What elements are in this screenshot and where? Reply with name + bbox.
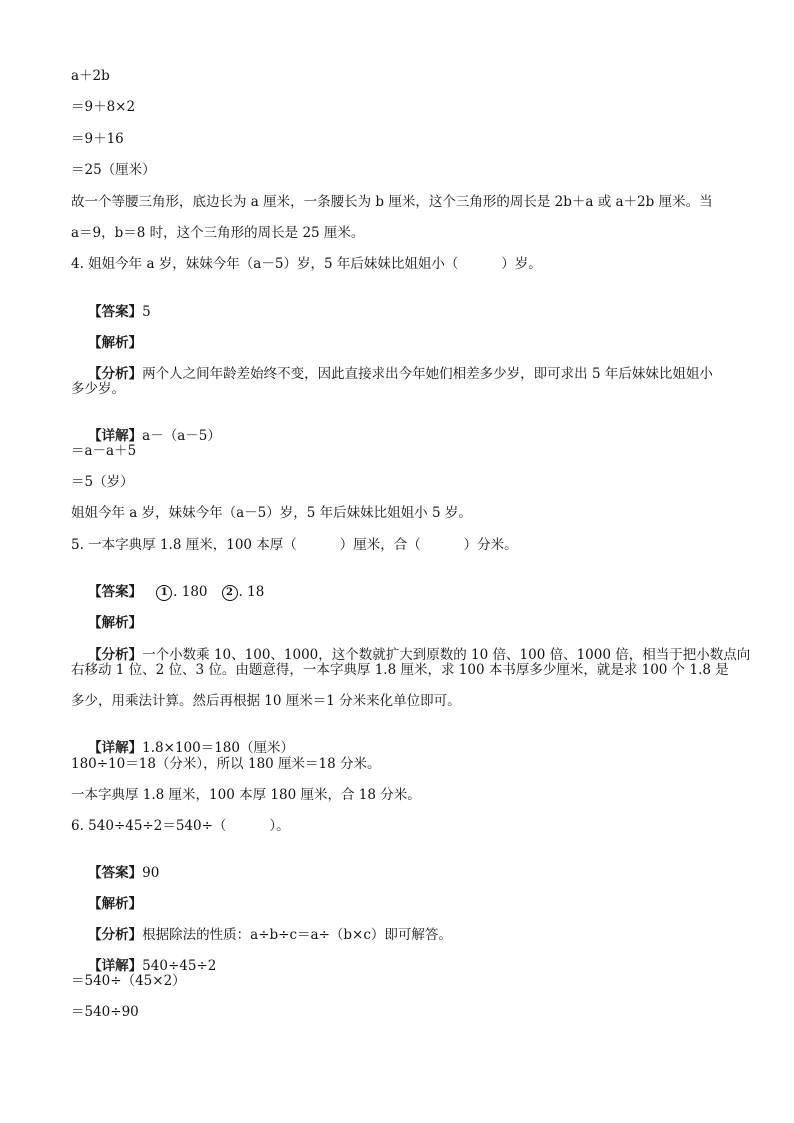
detail-text: 540÷45÷2 xyxy=(142,958,217,974)
detail-tag: 【详解】 xyxy=(88,958,143,974)
analysis-tag: 【解析】 xyxy=(88,335,143,351)
circled-number-1: 1 xyxy=(156,585,172,601)
answer-tag: 【答案】 xyxy=(88,304,143,320)
detail-tag: 【详解】 xyxy=(88,740,143,756)
reasoning-tag: 【分析】 xyxy=(88,927,143,943)
calc-line: 180÷10＝18（分米），所以 180 厘米＝18 分米。 xyxy=(71,756,381,772)
calc-line: ＝540÷90 xyxy=(71,1004,139,1020)
answer-value: 5 xyxy=(142,304,151,320)
text-line: 多少岁。 xyxy=(71,381,125,397)
answer-value: 90 xyxy=(142,865,160,881)
text-line: 故一个等腰三角形，底边长为 a 厘米，一条腰长为 b 厘米，这个三角形的周长是 2b＋a 或 a＋2b 厘米。当 xyxy=(71,194,713,210)
detail-tag: 【详解】 xyxy=(88,428,143,444)
text-line: 右移动 1 位、2 位、3 位。由题意得，一本字典厚 1.8 厘米，求 100 本书厚多少厘米，就是求 100 个 1.8 是 xyxy=(71,662,729,678)
calc-line: ＝25（厘米） xyxy=(71,162,156,178)
analysis-tag: 【解析】 xyxy=(88,896,143,912)
circled-number-2: 2 xyxy=(222,585,238,601)
reasoning-text: 根据除法的性质：a÷b÷c＝a÷（b×c）即可解答。 xyxy=(142,927,452,943)
detail-text: a－（a－5） xyxy=(142,428,221,444)
answer-value-2: . 18 xyxy=(238,584,265,600)
text-line: 一本字典厚 1.8 厘米，100 本厚 180 厘米，合 18 分米。 xyxy=(71,787,421,803)
calc-line: ＝9＋8×2 xyxy=(71,99,136,115)
reasoning-tag: 【分析】 xyxy=(88,366,143,382)
calc-line: a＋2b xyxy=(71,68,110,84)
calc-line: ＝9＋16 xyxy=(71,131,124,147)
question-6: 6. 540÷45÷2＝540÷（ ）。 xyxy=(71,818,290,834)
reasoning-tag: 【分析】 xyxy=(88,647,143,663)
reasoning-text: 一个小数乘 10、100、1000，这个数就扩大到原数的 10 倍、100 倍、1000 倍，相当于把小数点向 xyxy=(142,647,751,663)
calc-line: ＝540÷（45×2） xyxy=(71,973,186,989)
text-line: 姐姐今年 a 岁，妹妹今年（a－5）岁，5 年后妹妹比姐姐小 5 岁。 xyxy=(71,505,472,521)
question-4: 4. 姐姐今年 a 岁，妹妹今年（a－5）岁，5 年后妹妹比姐姐小（ ）岁。 xyxy=(71,256,542,272)
analysis-tag: 【解析】 xyxy=(88,615,143,631)
answer-tag: 【答案】 xyxy=(88,584,143,600)
question-5: 5. 一本字典厚 1.8 厘米，100 本厚（ ）厘米，合（ ）分米。 xyxy=(71,537,518,553)
answer-tag: 【答案】 xyxy=(88,865,143,881)
calc-line: ＝a－a＋5 xyxy=(71,443,137,459)
detail-text: 1.8×100＝180（厘米） xyxy=(142,740,294,756)
calc-line: ＝5（岁） xyxy=(71,474,134,490)
text-line: a＝9，b＝8 时，这个三角形的周长是 25 厘米。 xyxy=(71,225,365,241)
reasoning-text: 两个人之间年龄差始终不变，因此直接求出今年她们相差多少岁，即可求出 5 年后妹妹比姐姐小 xyxy=(142,366,713,382)
text-line: 多少，用乘法计算。然后再根据 10 厘米＝1 分米来化单位即可。 xyxy=(71,693,461,709)
answer-value-1: . 180 xyxy=(173,584,208,600)
